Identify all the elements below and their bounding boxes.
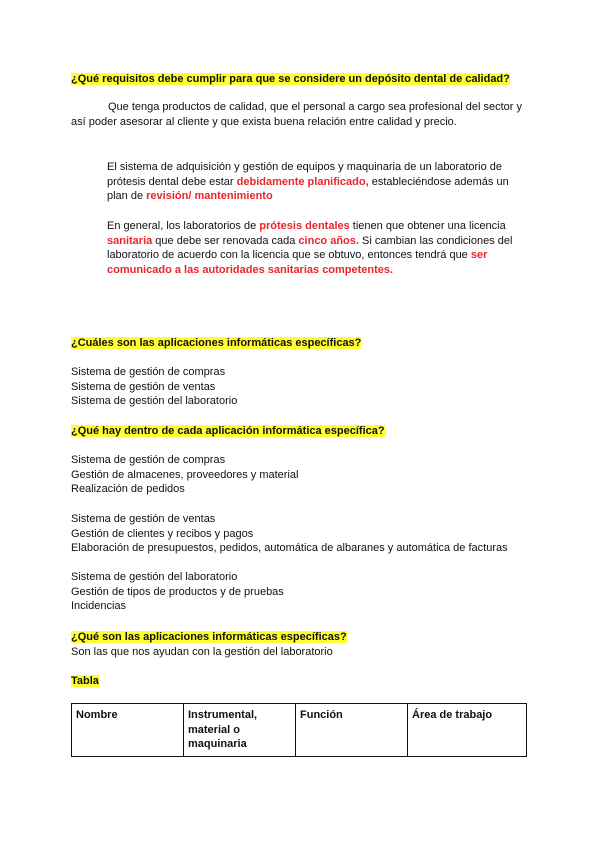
list-aplicaciones — [71, 365, 237, 409]
list-item: Sistema de gestión del laboratorio — [71, 395, 238, 407]
group-ventas — [71, 512, 508, 556]
list-item: Gestión de almacenes, proveedores y material — [71, 468, 299, 481]
highlight-planificado: debidamente planificado, — [236, 175, 369, 188]
question-2: ¿Cuáles son las aplicaciones informáticas específicas? — [71, 337, 362, 349]
answer-1: Que tenga productos de calidad, que el personal a cargo sea profesional del sector y así poder asesorar al cliente y que exista buena relación entre calidad y precio. — [71, 101, 522, 128]
data-table — [71, 703, 527, 757]
paragraph-licencia: En general, los laboratorios de prótesis dentales tienen que obtener una licencia sanitaria que debe ser renovada cada cinco años. Si cambian las condiciones del laboratorio de acuerdo con la licencia que se obtuvo, entonces tendrá que ser comunicado a las autoridades sanitarias competentes. — [107, 220, 513, 276]
list-item: Sistema de gestión del laboratorio — [71, 571, 238, 583]
list-item: Sistema de gestión de ventas — [71, 513, 216, 525]
list-item: Elaboración de presupuestos, pedidos, automática de albaranes y automática de facturas — [71, 542, 508, 554]
paragraph-equipment: El sistema de adquisición y gestión de equipos y maquinaria de un laboratorio de prótesis dental debe estar debidamente planificado, estableciéndose además un plan de revisión/ mantenimiento — [107, 161, 509, 202]
question-4: ¿Qué son las aplicaciones informáticas específicas? — [71, 631, 347, 643]
highlight-comunicado: ser comunicado a las autoridades sanitarias competentes. — [107, 249, 488, 276]
highlight-sanitaria: sanitaria — [107, 234, 153, 247]
table-header-cell: Función — [296, 704, 408, 757]
list-item: Gestión de tipos de productos y de pruebas — [71, 585, 284, 598]
group-compras — [71, 453, 298, 497]
highlight-protesis: prótesis dentales — [259, 220, 350, 232]
list-item: Sistema de gestión de compras — [71, 366, 226, 378]
list-item: Sistema de gestión de ventas — [71, 380, 216, 393]
highlight-cinco-anos: cinco años. — [298, 234, 359, 247]
table-header-row — [72, 704, 527, 757]
group-laboratorio — [71, 570, 284, 614]
answer-4: Son las que nos ayudan con la gestión del laboratorio — [71, 646, 333, 658]
highlight-revision: revisión/ mantenimiento — [146, 190, 273, 202]
list-item: Incidencias — [71, 600, 127, 612]
list-item: Sistema de gestión de compras — [71, 454, 226, 466]
question-3: ¿Qué hay dentro de cada aplicación informática específica? — [71, 425, 385, 437]
list-item: Gestión de clientes y recibos y pagos — [71, 527, 254, 540]
table-header-cell: Nombre — [72, 704, 184, 757]
table-header-cell: Instrumental, material o maquinaria — [184, 704, 296, 757]
question-1: ¿Qué requisitos debe cumplir para que se considere un depósito dental de calidad? — [71, 73, 510, 85]
list-item: Realización de pedidos — [71, 483, 185, 495]
table-header-cell: Área de trabajo — [408, 704, 527, 757]
tabla-label: Tabla — [71, 675, 99, 687]
